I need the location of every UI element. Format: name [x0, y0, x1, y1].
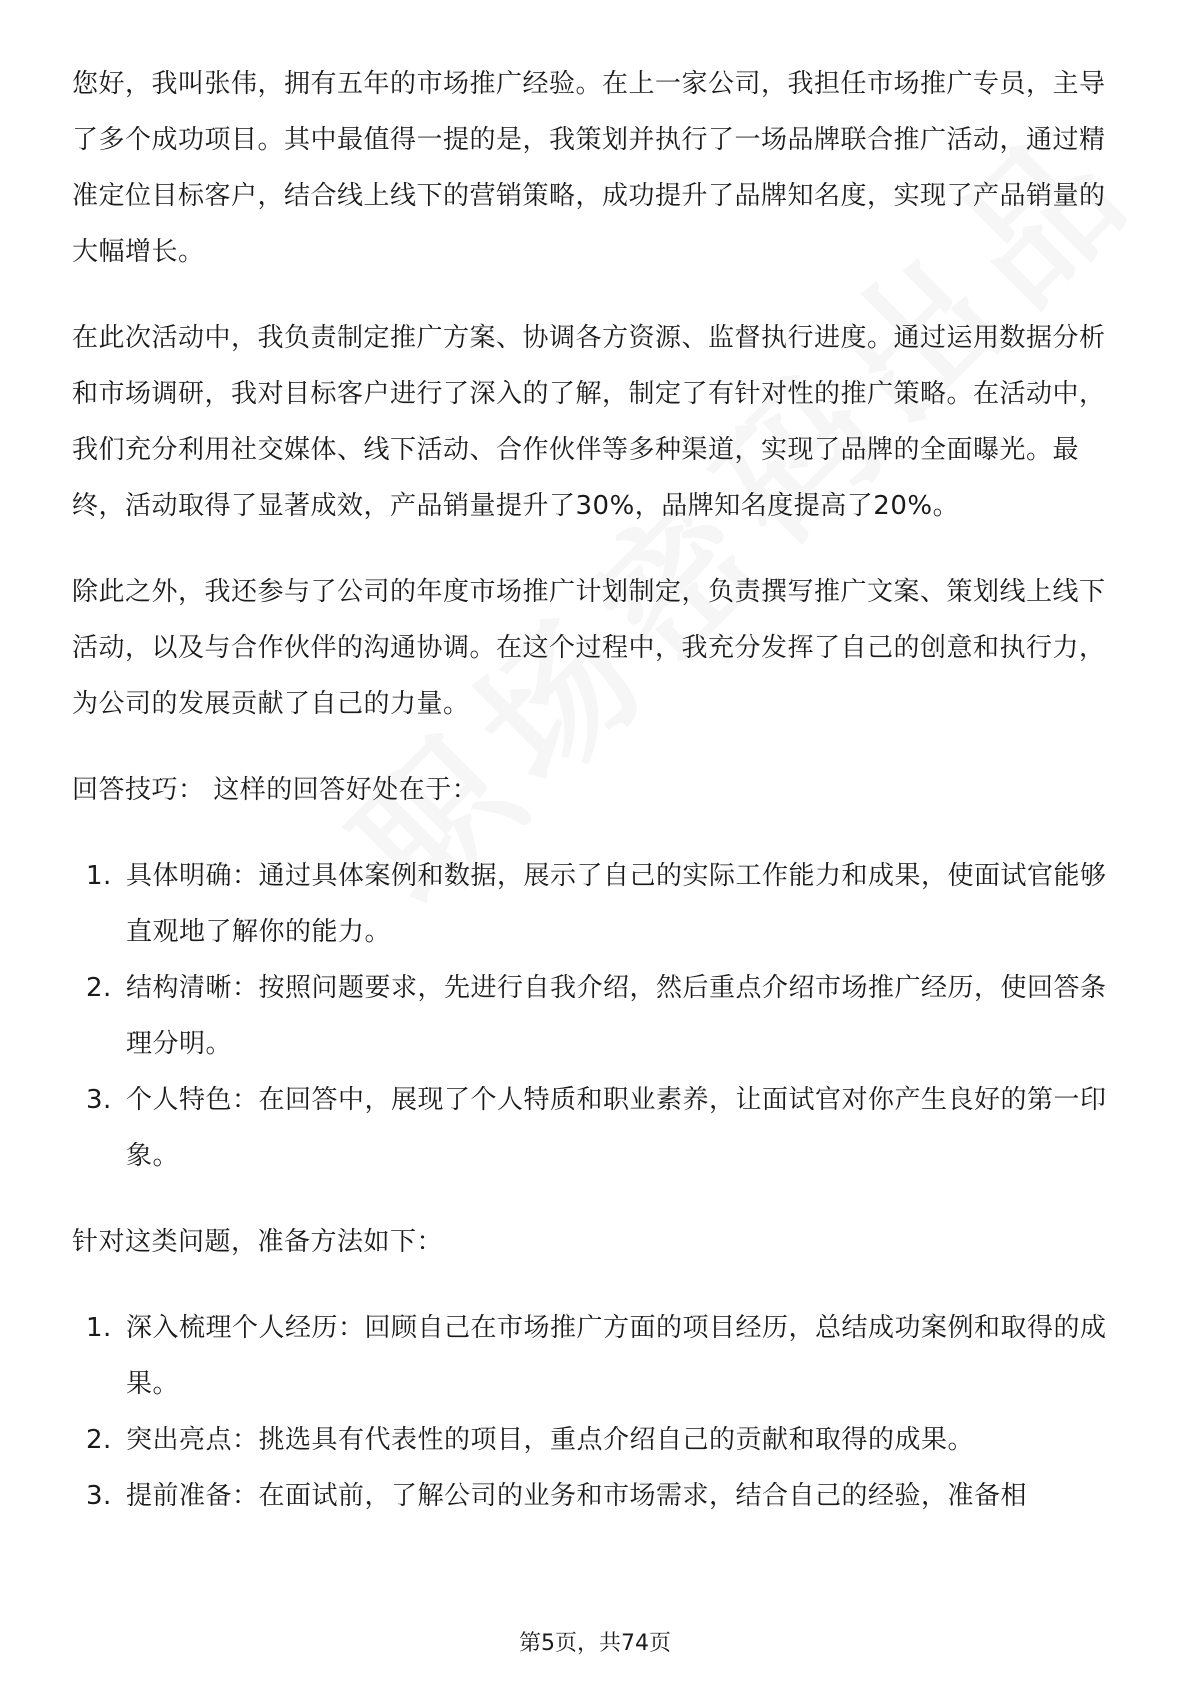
list-item — [72, 1300, 1120, 1412]
list-number: 2. — [86, 973, 112, 1003]
list-item — [72, 960, 1120, 1072]
list-item — [72, 1412, 1120, 1468]
list-number: 2. — [86, 1425, 112, 1455]
list-number: 3. — [86, 1481, 112, 1511]
list-text: 突出亮点：挑选具有代表性的项目，重点介绍自己的贡献和取得的成果。 — [126, 1425, 975, 1455]
page-footer: 第5页，共74页 — [519, 1631, 671, 1656]
list-item — [72, 848, 1120, 960]
paragraph-additional: 除此之外，我还参与了公司的年度市场推广计划制定，负责撰写推广文案、策划线上线下活动，以及与合作伙伴的沟通协调。在这个过程中，我充分发挥了自己的创意和执行力，为公司的发展贡献了自己的力量。 — [72, 577, 1106, 719]
list-text: 具体明确：通过具体案例和数据，展示了自己的实际工作能力和成果，使面试官能够直观地了解你的能力。 — [126, 861, 1107, 947]
list-text: 深入梳理个人经历：回顾自己在市场推广方面的项目经历，总结成功案例和取得的成果。 — [126, 1313, 1107, 1399]
tips-list — [72, 848, 1120, 1184]
list-text: 个人特色：在回答中，展现了个人特质和职业素养，让面试官对你产生良好的第一印象。 — [126, 1085, 1107, 1171]
document-page — [72, 56, 1120, 1554]
prep-list — [72, 1300, 1120, 1524]
list-item — [72, 1072, 1120, 1184]
prep-heading: 针对这类问题，准备方法如下： — [72, 1227, 444, 1257]
tips-heading: 回答技巧： 这样的回答好处在于： — [72, 775, 479, 805]
paragraph-activity: 在此次活动中，我负责制定推广方案、协调各方资源、监督执行进度。通过运用数据分析和市场调研，我对目标客户进行了深入的了解，制定了有针对性的推广策略。在活动中，我们充分利用社交媒体、线下活动、合作伙伴等多种渠道，实现了品牌的全面曝光。最终，活动取得了显著成效，产品销量提升了30%，品牌知名度提高了20%。 — [72, 323, 1106, 521]
list-number: 1. — [86, 1313, 112, 1343]
list-text: 提前准备：在面试前，了解公司的业务和市场需求，结合自己的经验，准备相 — [126, 1481, 1028, 1511]
list-number: 1. — [86, 861, 112, 891]
list-text: 结构清晰：按照问题要求，先进行自我介绍，然后重点介绍市场推广经历，使回答条理分明。 — [126, 973, 1107, 1059]
paragraph-intro: 您好，我叫张伟，拥有五年的市场推广经验。在上一家公司，我担任市场推广专员，主导了多个成功项目。其中最值得一提的是，我策划并执行了一场品牌联合推广活动，通过精准定位目标客户，结合线上线下的营销策略，成功提升了品牌知名度，实现了产品销量的大幅增长。 — [72, 69, 1106, 267]
list-item — [72, 1468, 1120, 1524]
list-number: 3. — [86, 1085, 112, 1115]
